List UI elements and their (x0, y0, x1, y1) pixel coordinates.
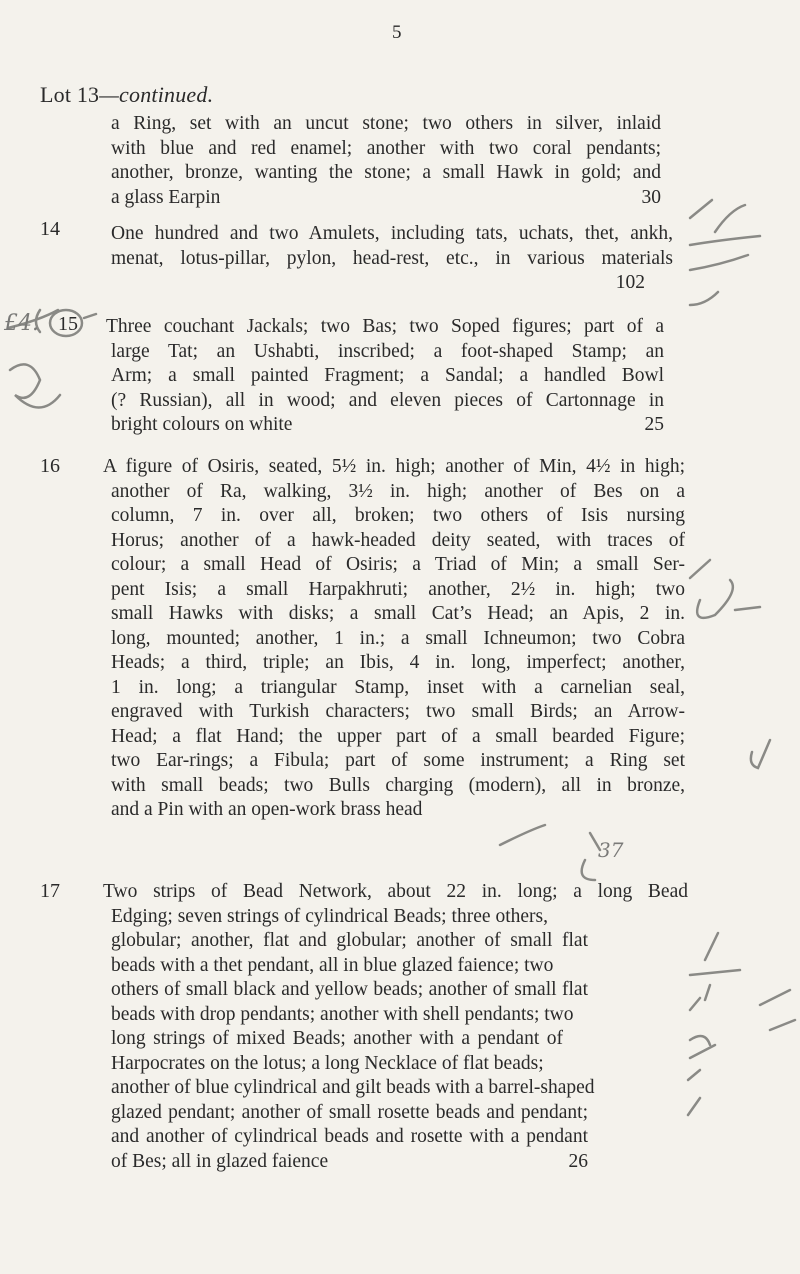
entry-line: and a Pin with an open-work brass head (111, 799, 423, 820)
handwritten-bracket (8, 310, 96, 332)
handwritten-stroke (500, 825, 600, 880)
entry-line: with blue and red enamel; another with two coral pendants; (111, 137, 661, 159)
entry-text (106, 315, 664, 438)
entry-line: engraved with Turkish characters; two small Birds; an Arrow- (111, 701, 685, 722)
entry-line: Head; a flat Hand; the upper part of a small bearded Figure; (111, 725, 685, 747)
entry-line: 1 in. long; a triangular Stamp, inset with a carnelian seal, (111, 676, 685, 698)
entry-number: 14 (40, 218, 60, 240)
entry-text (103, 880, 688, 1174)
entry-number: 16 (40, 455, 60, 477)
entry-line: pent Isis; a small Harpakhruti; another, 2½ in. high; two (111, 578, 685, 600)
entry-line: colour; a small Head of Osiris; a Triad of Min; a small Ser- (111, 554, 685, 575)
entry-line-text: a glass Earpin (111, 186, 221, 208)
entry-line: another of Ra, walking, 3½ in. high; another of Bes on a (111, 480, 685, 502)
lot-header (40, 82, 213, 108)
entry-line: another of blue cylindrical and gilt beads with a barrel-shaped (111, 1077, 595, 1098)
entry-line: menat, lotus-pillar, pylon, head-rest, etc., in various materials (111, 247, 673, 269)
entry-line: One hundred and two Amulets, including tats, uchats, thet, ankh, (111, 223, 673, 244)
entry-line: large Tat; an Ushabti, inscribed; a foot-shaped Stamp; an (111, 340, 664, 362)
handwritten-stroke (688, 1045, 715, 1115)
entry-line: and another of cylindrical beads and rosette with a pendant (111, 1126, 588, 1147)
handwritten-stroke (690, 255, 748, 305)
entry-line: two Ear-rings; a Fibula; part of some instrument; a Ring set (111, 750, 685, 771)
entry-line: glazed pendant; another of small rosette beads and pendant; (111, 1101, 588, 1123)
entry-line: long, mounted; another, 1 in.; a small Ichneumon; two Cobra (111, 627, 685, 649)
handwritten-stroke (690, 933, 740, 1000)
entry-line: Heads; a third, triple; an Ibis, 4 in. long, imperfect; another, (111, 652, 685, 673)
handwritten-stroke (690, 560, 760, 618)
entry-line: Three couchant Jackals; two Bas; two Soped figures; part of a (106, 316, 664, 337)
entry-line: column, 7 in. over all, broken; two others of Isis nursing (111, 505, 685, 526)
entry-line-last (111, 271, 673, 295)
handwritten-tick (690, 200, 760, 245)
entry-price: 30 (641, 186, 661, 208)
entry-price: 102 (615, 272, 645, 293)
entry-line: beads with a thet pendant, all in blue glazed faience; two (111, 954, 554, 976)
entry-line-text: bright colours on white (111, 414, 293, 435)
entry-text (111, 112, 661, 210)
page-number: 5 (392, 22, 402, 43)
entry-line-last (103, 1150, 588, 1175)
entry-line-text: of Bes; all in glazed faience (111, 1150, 329, 1172)
handwritten-price-37: 37 (598, 838, 624, 862)
continued-label: —continued. (99, 82, 214, 107)
entry-line: (? Russian), all in wood; and eleven pieces of Cartonnage in (111, 389, 664, 411)
entry-line: Harpocrates on the lotus; a long Necklace of flat beads; (111, 1052, 544, 1074)
entry-line: long strings of mixed Beads; another with a pendant of (111, 1028, 563, 1049)
entry-line: Edging; seven strings of cylindrical Beads; three others, (111, 905, 548, 927)
entry-number: 17 (40, 880, 60, 902)
entry-line: others of small black and yellow beads; another of small flat (111, 979, 588, 1000)
entry-number: 15 (58, 313, 78, 335)
entry-line: Arm; a small painted Fragment; a Sandal; a handled Bowl (111, 365, 664, 386)
handwritten-scribble (10, 364, 60, 407)
handwritten-stroke (751, 740, 770, 768)
entry-line: beads with drop pendants; another with shell pendants; two (111, 1003, 574, 1025)
entry-line: Two strips of Bead Network, about 22 in. long; a long Bead (103, 881, 688, 902)
entry-line: another, bronze, wanting the stone; a small Hawk in gold; and (111, 162, 661, 183)
entry-price: 25 (644, 414, 664, 435)
entry-line: small Hawks with disks; a small Cat’s Head; an Apis, 2 in. (111, 603, 685, 624)
entry-text (111, 222, 673, 295)
entry-line: with small beads; two Bulls charging (modern), all in bronze, (111, 774, 685, 796)
handwritten-pound-4: £4. (4, 311, 39, 336)
entry-line: globular; another, flat and globular; another of small flat (111, 930, 588, 951)
entry-text (103, 455, 685, 823)
entry-line: A figure of Osiris, seated, 5½ in. high; another of Min, 4½ in high; (103, 456, 685, 477)
handwritten-stroke (690, 990, 795, 1045)
entry-price: 26 (568, 1150, 588, 1172)
entry-line: Horus; another of a hawk-headed deity seated, with traces of (111, 529, 685, 551)
lot-label: Lot 13 (40, 82, 100, 107)
entry-line-last (106, 413, 664, 438)
entry-line: a Ring, set with an uncut stone; two others in silver, inlaid (111, 113, 661, 134)
entry-line-last (111, 186, 661, 211)
